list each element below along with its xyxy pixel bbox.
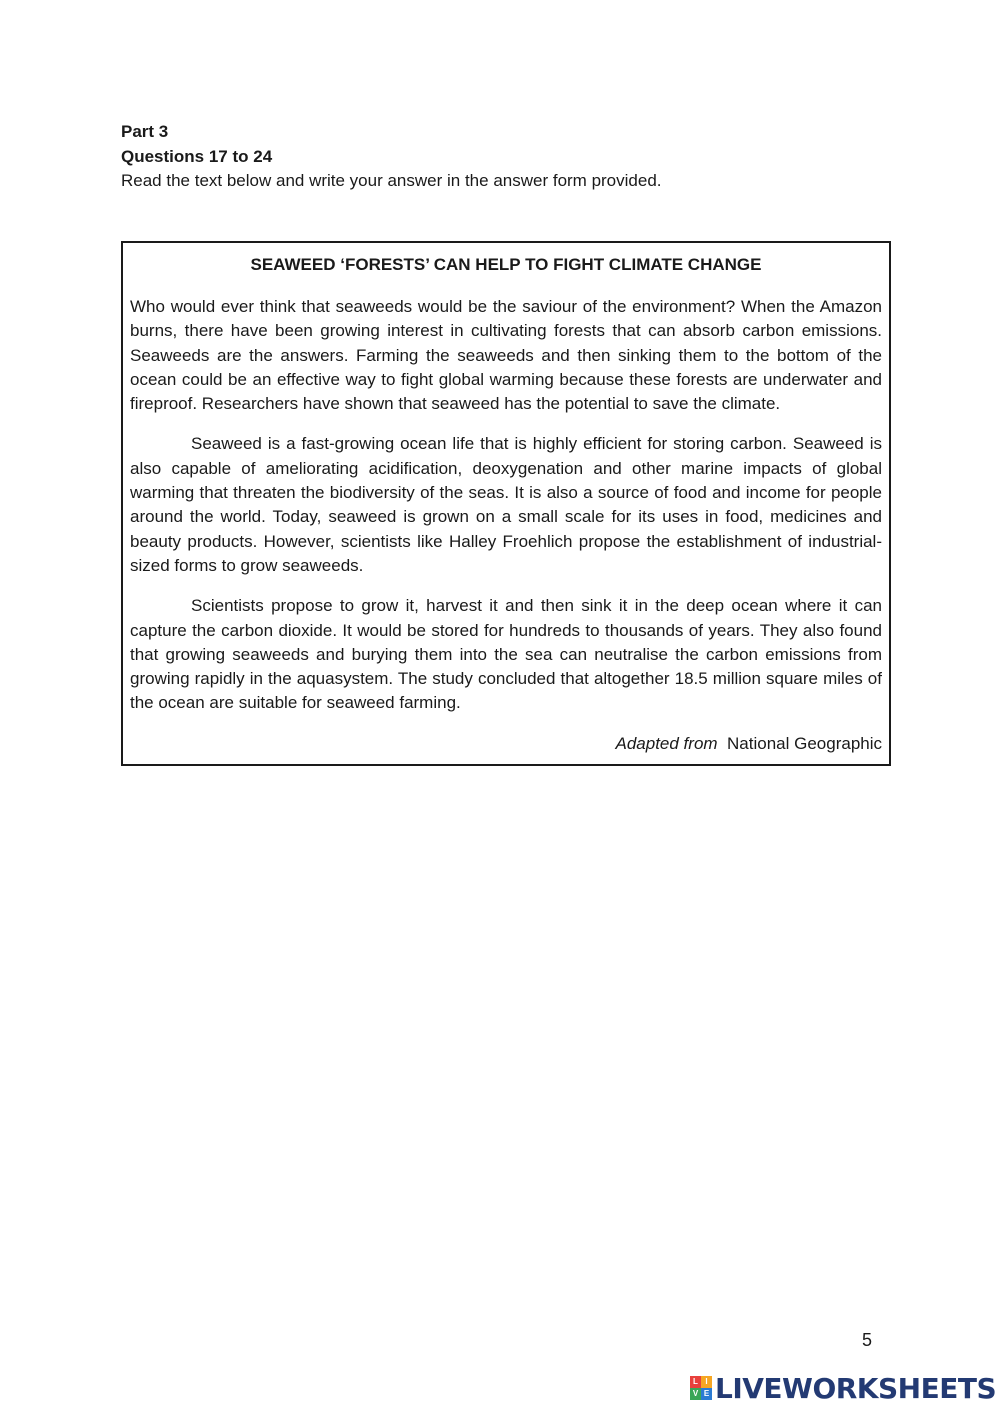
logo-mark-cell: V — [690, 1388, 701, 1400]
liveworksheets-logo — [690, 1372, 996, 1404]
liveworksheets-logo-icon — [690, 1376, 712, 1400]
logo-mark-cell: I — [701, 1376, 712, 1388]
source-prefix: Adapted from — [615, 733, 718, 753]
passage-paragraph-3: Scientists propose to grow it, harvest it and then sink it in the deep ocean where it can capture the carbon dioxide. It would be stored for hundreds to thousands of years. They also found that growing seaweeds and burying them into the sea can neutralise the carbon emissions from growing rapidly in the aquasystem. The study concluded that altogether 18.5 million square miles of the ocean are suitable for seaweed farming. — [130, 596, 882, 713]
logo-mark-cell: E — [701, 1388, 712, 1400]
source-name: National Geographic — [727, 733, 882, 753]
questions-range: Questions 17 to 24 — [121, 146, 273, 166]
logo-mark-cell: L — [690, 1376, 701, 1388]
passage-title: SEAWEED ‘FORESTS’ CAN HELP TO FIGHT CLIMATE CHANGE — [250, 255, 762, 274]
part-label: Part 3 — [121, 122, 169, 141]
section-header — [121, 120, 881, 194]
page-number: 5 — [862, 1330, 873, 1350]
reading-passage-box — [121, 241, 891, 766]
passage-paragraph-1: Who would ever think that seaweeds would be the saviour of the environment? When the Amazon burns, there have been growing interest in cultivating forests that can absorb carbon emissions. Seaweeds are the answers. Farming the seaweeds and then sinking them to the bottom of the ocean could be an effective way to fight global warming because these forests are underwater and fireproof. Researchers have shown that seaweed has the potential to save the climate. — [130, 297, 882, 414]
passage-paragraph-2: Seaweed is a fast-growing ocean life that is highly efficient for storing carbon. Seaweed is also capable of ameliorating acidification, deoxygenation and other marine impacts of global warming that threaten the biodiversity of the seas. It is also a source of food and income for people around the world. Today, seaweed is grown on a small scale for its uses in food, medicines and beauty products. However, scientists like Halley Froehlich propose the establishment of industrial-sized forms to grow seaweeds. — [130, 434, 882, 575]
passage-source — [130, 732, 882, 756]
logo-text: LIVEWORKSHEETS — [715, 1371, 997, 1405]
instruction-text: Read the text below and write your answer in the answer form provided. — [121, 171, 662, 190]
